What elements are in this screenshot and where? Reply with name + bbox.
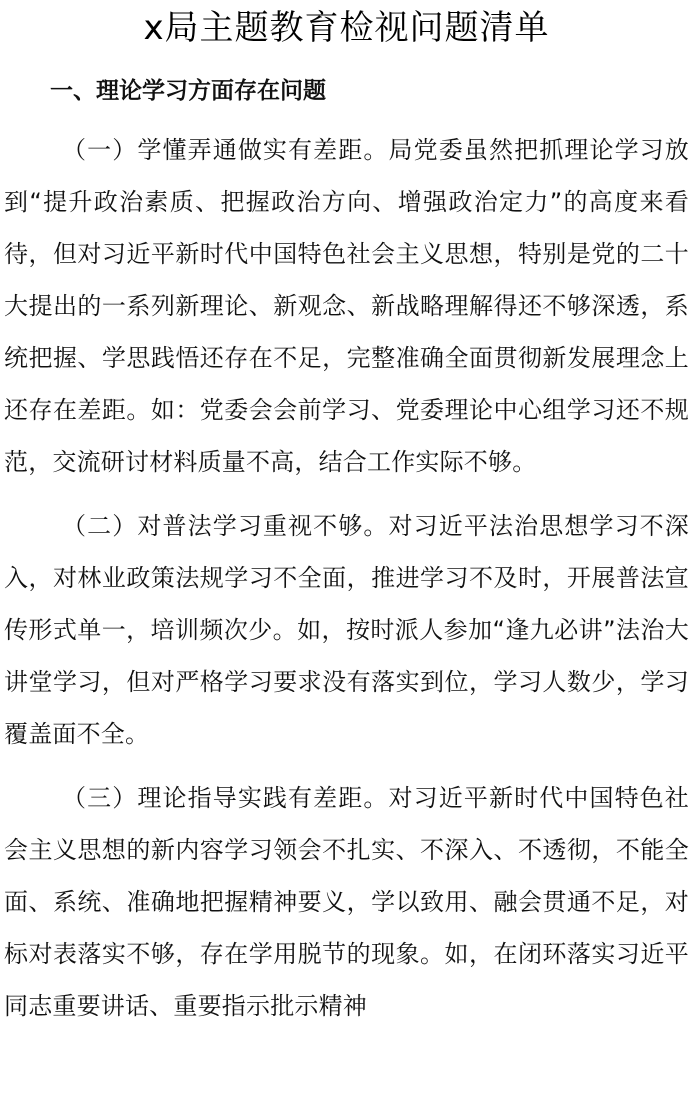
- section-heading-theory-study: 一、理论学习方面存在问题: [50, 78, 326, 104]
- paragraph-theory-practice: （三）理论指导实践有差距。对习近平新时代中国特色社会主义思想的新内容学习领会不扎实、不深入、不透彻，不能全面、系统、准确地把握精神要义，学以致用、融会贯通不足，对标对表落实不够，存在学用脱节的现象。如，在闭环落实习近平同志重要讲话、重要指示批示精神: [4, 784, 689, 1020]
- document-title: x局主题教育检视问题清单: [143, 8, 550, 48]
- paragraph-study-gap: （一）学懂弄通做实有差距。局党委虽然把抓理论学习放到“提升政治素质、把握政治方向、增强政治定力”的高度来看待，但对习近平新时代中国特色社会主义思想，特别是党的二十大提出的一系列新理论、新观念、新战略理解得还不够深透，系统把握、学思践悟还存在不足，完整准确全面贯彻新发展理念上还存在差距。如：党委会会前学习、党委理论中心组学习还不规范，交流研讨材料质量不高，结合工作实际不够。: [4, 136, 689, 476]
- paragraph-law-study: （二）对普法学习重视不够。对习近平法治思想学习不深入，对林业政策法规学习不全面，推进学习不及时，开展普法宣传形式单一，培训频次少。如，按时派人参加“逢九必讲”法治大讲堂学习，但对严格学习要求没有落实到位，学习人数少，学习覆盖面不全。: [4, 512, 689, 748]
